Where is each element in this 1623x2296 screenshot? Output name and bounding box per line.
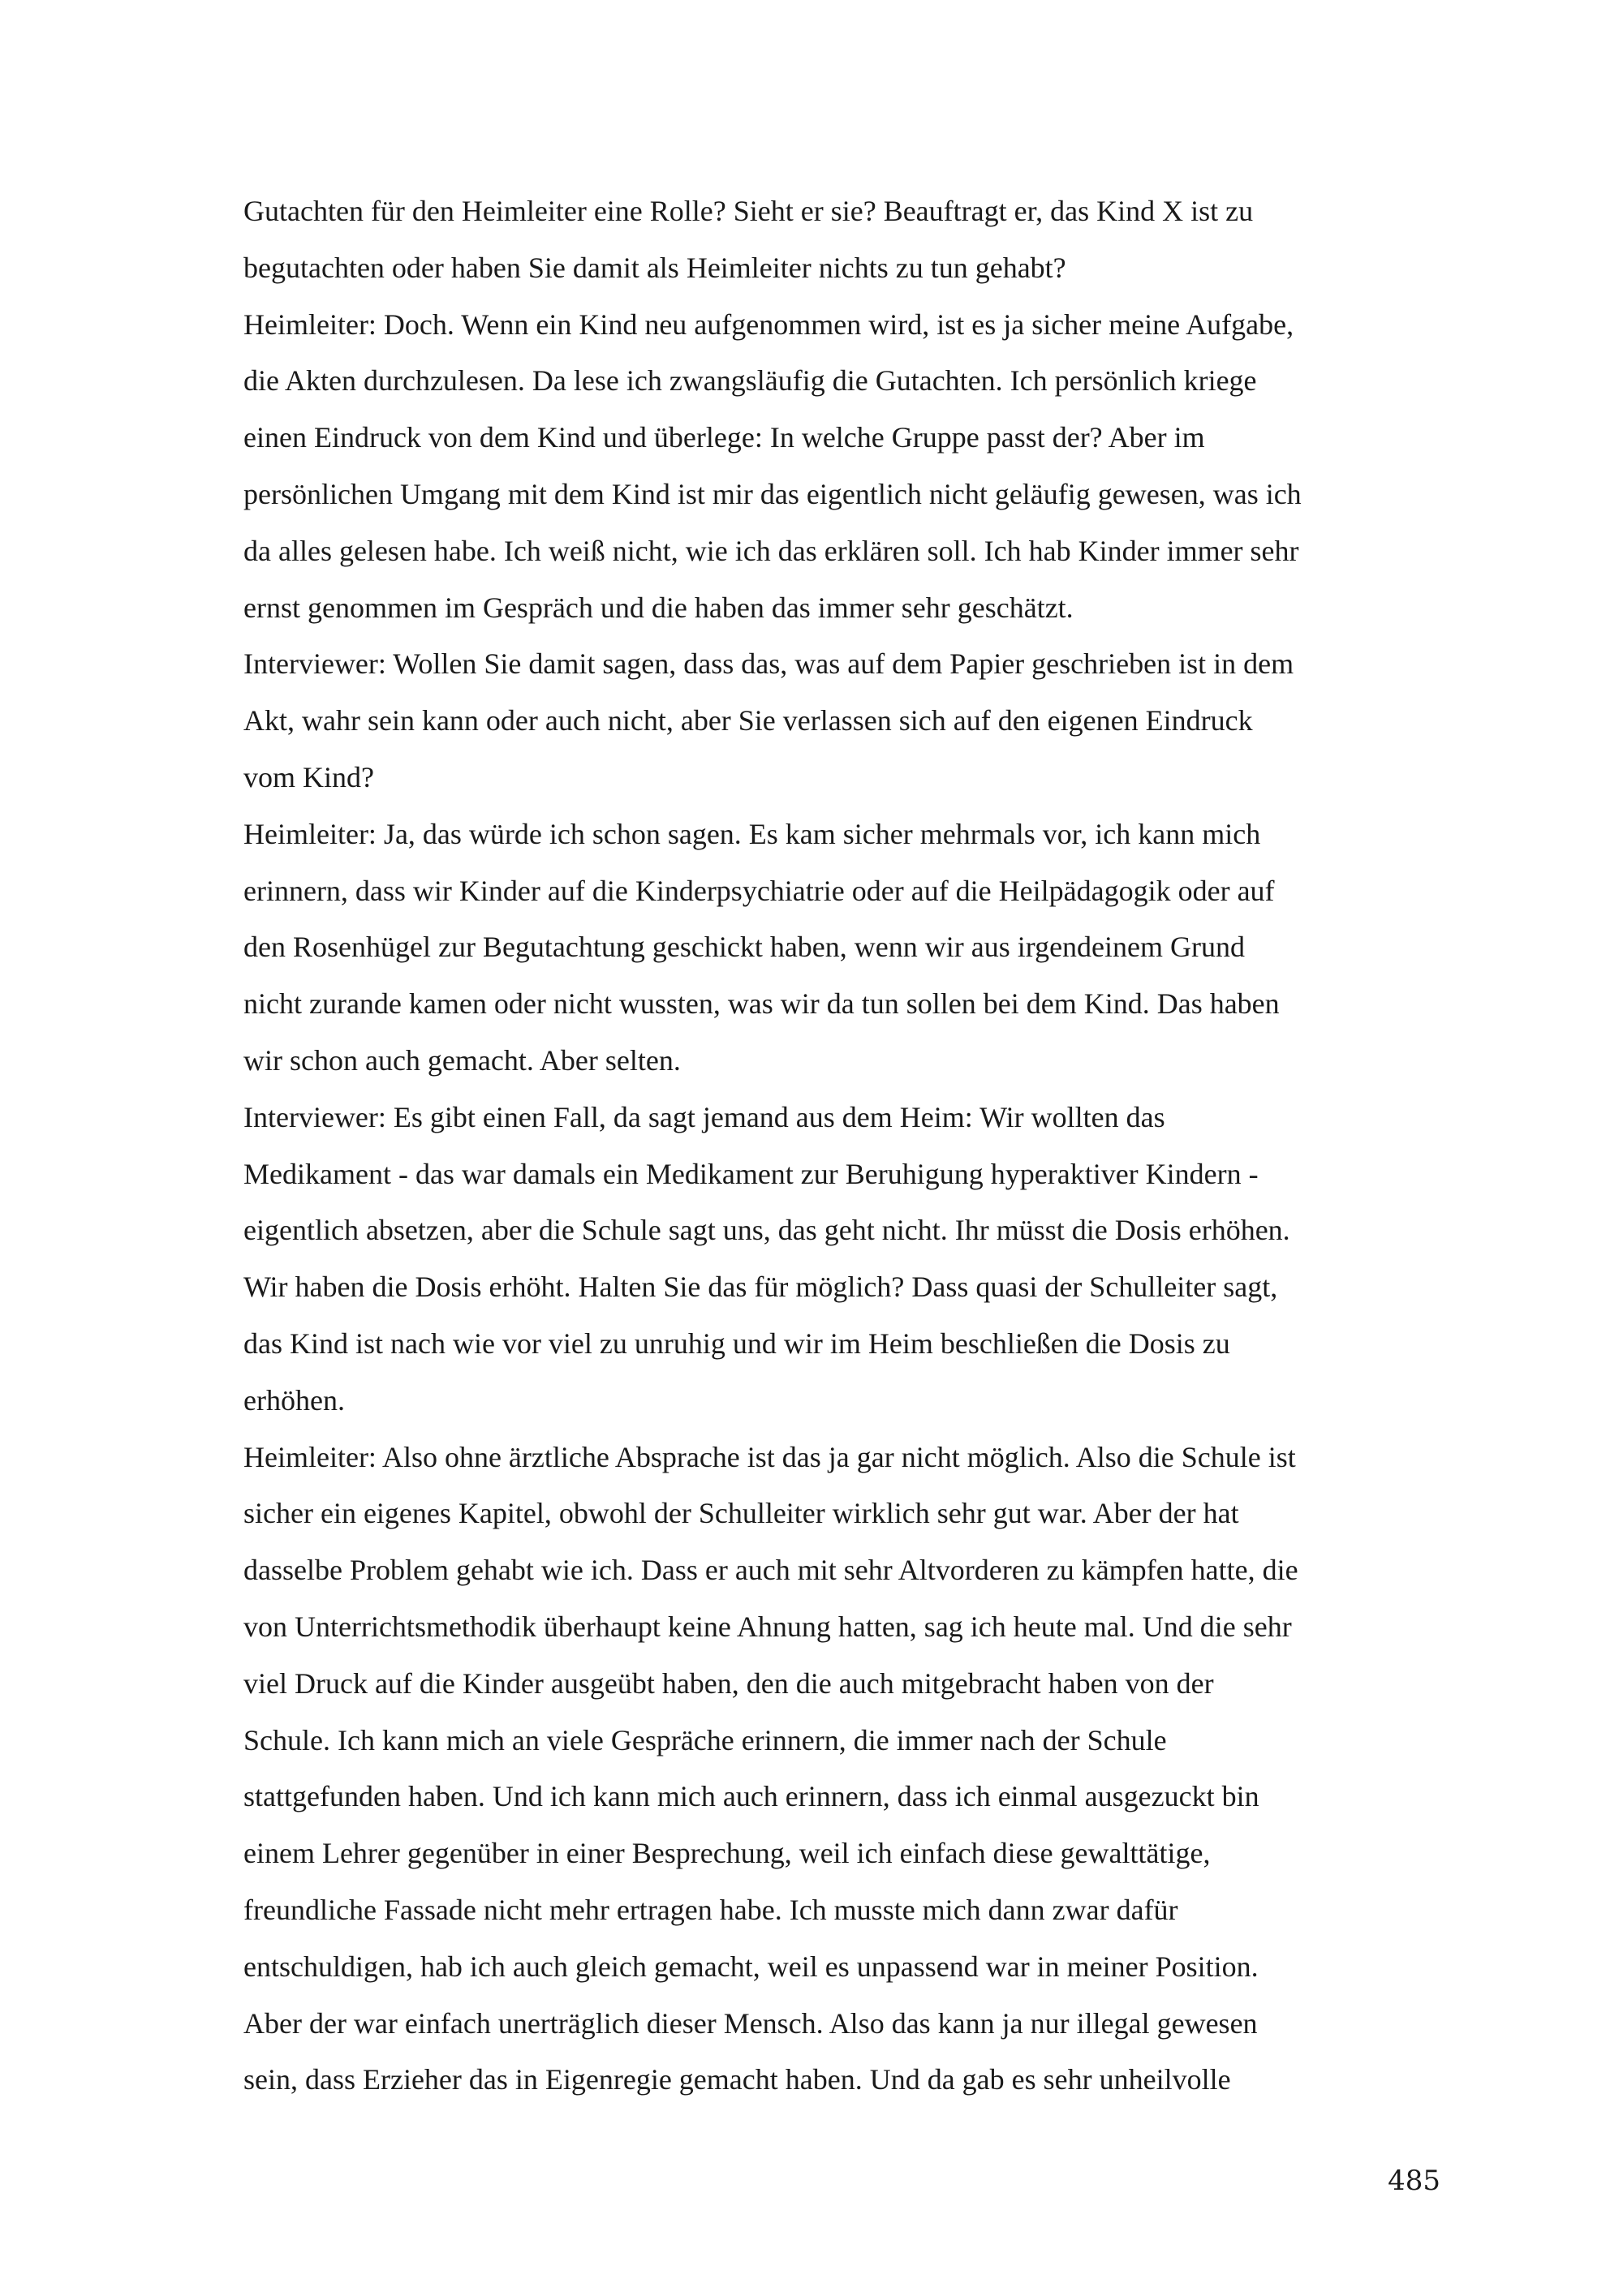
text-line: Medikament - das war damals ein Medikament zur Beruhigung hyperaktiver Kindern - <box>243 1157 1259 1190</box>
text-line: begutachten oder haben Sie damit als Heimleiter nichts zu tun gehabt? <box>243 251 1066 284</box>
text-line: die Akten durchzulesen. Da lese ich zwangsläufig die Gutachten. Ich persönlich kriege <box>243 364 1257 398</box>
text-line: erhöhen. <box>243 1383 345 1417</box>
text-line: einem Lehrer gegenüber in einer Besprechung, weil ich einfach diese gewalttätige, <box>243 1837 1211 1870</box>
text-line: Heimleiter: Also ohne ärztliche Absprache ist das ja gar nicht möglich. Also die Schule ist <box>243 1440 1296 1473</box>
text-line: den Rosenhügel zur Begutachtung geschickt haben, wenn wir aus irgendeinem Grund <box>243 931 1246 964</box>
text-line: Interviewer: Wollen Sie damit sagen, dass das, was auf dem Papier geschrieben ist in dem <box>243 647 1294 681</box>
text-line: von Unterrichtsmethodik überhaupt keine Ahnung hatten, sag ich heute mal. Und die sehr <box>243 1610 1292 1643</box>
text-line: eigentlich absetzen, aber die Schule sagt uns, das geht nicht. Ihr müsst die Dosis erhöhen. <box>243 1214 1290 1247</box>
text-line: Aber der war einfach unerträglich dieser Mensch. Also das kann ja nur illegal gewesen <box>243 2006 1258 2040</box>
text-line: Heimleiter: Doch. Wenn ein Kind neu aufgenommen wird, ist es ja sicher meine Aufgabe, <box>243 307 1294 341</box>
body-text <box>243 183 1440 2109</box>
text-line: sicher ein eigenes Kapitel, obwohl der Schulleiter wirklich sehr gut war. Aber der hat <box>243 1497 1239 1530</box>
text-line: Heimleiter: Ja, das würde ich schon sagen. Es kam sicher mehrmals vor, ich kann mich <box>243 817 1261 850</box>
text-line: Gutachten für den Heimleiter eine Rolle? Sieht er sie? Beauftragt er, das Kind X ist zu <box>243 195 1254 227</box>
text-line: Akt, wahr sein kann oder auch nicht, aber Sie verlassen sich auf den eigenen Eindruck <box>243 704 1253 737</box>
text-line: Schule. Ich kann mich an viele Gespräche erinnern, die immer nach der Schule <box>243 1723 1167 1756</box>
text-line: freundliche Fassade nicht mehr ertragen habe. Ich musste mich dann zwar dafür <box>243 1893 1178 1926</box>
text-line: nicht zurande kamen oder nicht wussten, was wir da tun sollen bei dem Kind. Das haben <box>243 987 1280 1021</box>
text-line: viel Druck auf die Kinder ausgeübt haben, den die auch mitgebracht haben von der <box>243 1666 1214 1700</box>
text-line: einen Eindruck von dem Kind und überlege: In welche Gruppe passt der? Aber im <box>243 421 1205 454</box>
text-line: vom Kind? <box>243 760 374 793</box>
text-line: dasselbe Problem gehabt wie ich. Dass er auch mit sehr Altvorderen zu kämpfen hatte, die <box>243 1554 1298 1587</box>
text-line: da alles gelesen habe. Ich weiß nicht, wie ich das erklären soll. Ich hab Kinder immer sehr <box>243 534 1299 567</box>
text-line: erinnern, dass wir Kinder auf die Kinderpsychiatrie oder auf die Heilpädagogik oder auf <box>243 874 1275 907</box>
text-line: Wir haben die Dosis erhöht. Halten Sie das für möglich? Dass quasi der Schulleiter sagt, <box>243 1271 1278 1304</box>
text-line: das Kind ist nach wie vor viel zu unruhig und wir im Heim beschließen die Dosis zu <box>243 1326 1230 1360</box>
text-line: persönlichen Umgang mit dem Kind ist mir das eigentlich nicht geläufig gewesen, was ich <box>243 477 1302 510</box>
text-line: entschuldigen, hab ich auch gleich gemacht, weil es unpassend war in meiner Position. <box>243 1950 1259 1983</box>
text-line: Interviewer: Es gibt einen Fall, da sagt jemand aus dem Heim: Wir wollten das <box>243 1100 1165 1133</box>
text-line: stattgefunden haben. Und ich kann mich auch erinnern, dass ich einmal ausgezuckt bin <box>243 1780 1259 1813</box>
text-line: ernst genommen im Gespräch und die haben das immer sehr geschätzt. <box>243 591 1074 624</box>
page-number: 485 <box>1388 2165 1440 2197</box>
text-line: wir schon auch gemacht. Aber selten. <box>243 1043 681 1077</box>
text-line: sein, dass Erzieher das in Eigenregie gemacht haben. Und da gab es sehr unheilvolle <box>243 2063 1231 2096</box>
